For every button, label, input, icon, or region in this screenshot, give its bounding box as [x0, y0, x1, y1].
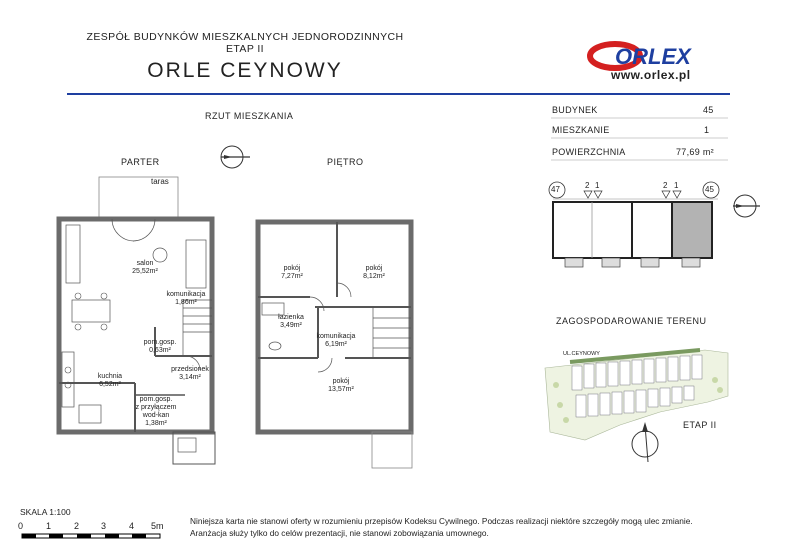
scale-tick-3: 3: [101, 521, 107, 531]
apartment-label: MIESZKANIE: [552, 125, 610, 135]
scale-bar: [22, 534, 160, 538]
logo-brand: ORLEX: [615, 44, 691, 69]
room-label-utility-small: pom.gosp. 0,63m²: [143, 339, 177, 354]
disclaimer-line-2: Aranżacja służy tylko do celów prezentacji, nie stanowi zobowiązania umownego.: [190, 528, 489, 538]
ground-floor-label: PARTER: [121, 157, 160, 167]
stage-label: ETAP II: [683, 420, 717, 430]
room-label-communication-ground: komunikacja 1,86m²: [166, 291, 206, 306]
room-label-bedroom-large: pokój 13,57m²: [328, 378, 354, 393]
marker-left-2: 2: [585, 181, 590, 190]
marker-right-1: 1: [674, 181, 679, 190]
room-label-bedroom-medium: pokój 8,12m²: [363, 265, 385, 280]
room-label-vestibule: przedsionek 3,14m²: [171, 366, 209, 381]
site-plan: [545, 350, 728, 462]
scale-tick-1: 1: [46, 521, 52, 531]
building-diagram: [549, 182, 760, 267]
room-label-communication-upper: komunikacja 6,19m²: [316, 333, 356, 348]
room-label-utility-water: pom.gosp. z przyłączem wod-kan 1,38m²: [135, 396, 177, 427]
room-label-salon: salon 25,52m²: [132, 260, 158, 275]
project-subtitle: ZESPÓŁ BUDYNKÓW MIESZKALNYCH JEDNORODZINNYCH: [86, 31, 404, 43]
scale-label: SKALA 1:100: [20, 507, 71, 517]
site-heading: ZAGOSPODAROWANIE TERENU: [556, 316, 707, 326]
marker-left-1: 1: [595, 181, 600, 190]
building-number-right: 45: [705, 185, 714, 194]
project-stage: ETAP II: [225, 43, 264, 55]
marker-right-2: 2: [663, 181, 668, 190]
building-number-left: 47: [551, 185, 560, 194]
apartment-value: 1: [704, 125, 710, 135]
room-label-kitchen: kuchnia 6,52m²: [97, 373, 123, 388]
room-label-bedroom-small: pokój 7,27m²: [281, 265, 303, 280]
terrace-label: taras: [151, 177, 169, 186]
upper-floor-label: PIĘTRO: [327, 157, 364, 167]
project-title: ORLE CEYNOWY: [147, 59, 343, 82]
scale-tick-2: 2: [74, 521, 80, 531]
disclaimer-line-1: Niniejsza karta nie stanowi oferty w rozumieniu przepisów Kodeksu Cywilnego. Podczas realizacji niektóre szczegóły mogą ulec zmianie.: [190, 516, 693, 526]
building-label: BUDYNEK: [552, 105, 598, 115]
area-value: 77,69 m²: [676, 147, 714, 157]
area-label: POWIERZCHNIA: [552, 147, 626, 157]
building-value: 45: [703, 105, 714, 115]
scale-tick-4: 4: [129, 521, 135, 531]
logo-url: www.orlex.pl: [611, 68, 691, 82]
north-arrow-plan: [221, 146, 250, 168]
room-label-bathroom: łazienka 3,49m²: [278, 314, 304, 329]
street-label: UL.CEYNOWY: [563, 351, 600, 357]
scale-tick-0: 0: [18, 521, 24, 531]
scale-tick-5: 5m: [151, 521, 164, 531]
plan-heading: RZUT MIESZKANIA: [205, 111, 294, 121]
